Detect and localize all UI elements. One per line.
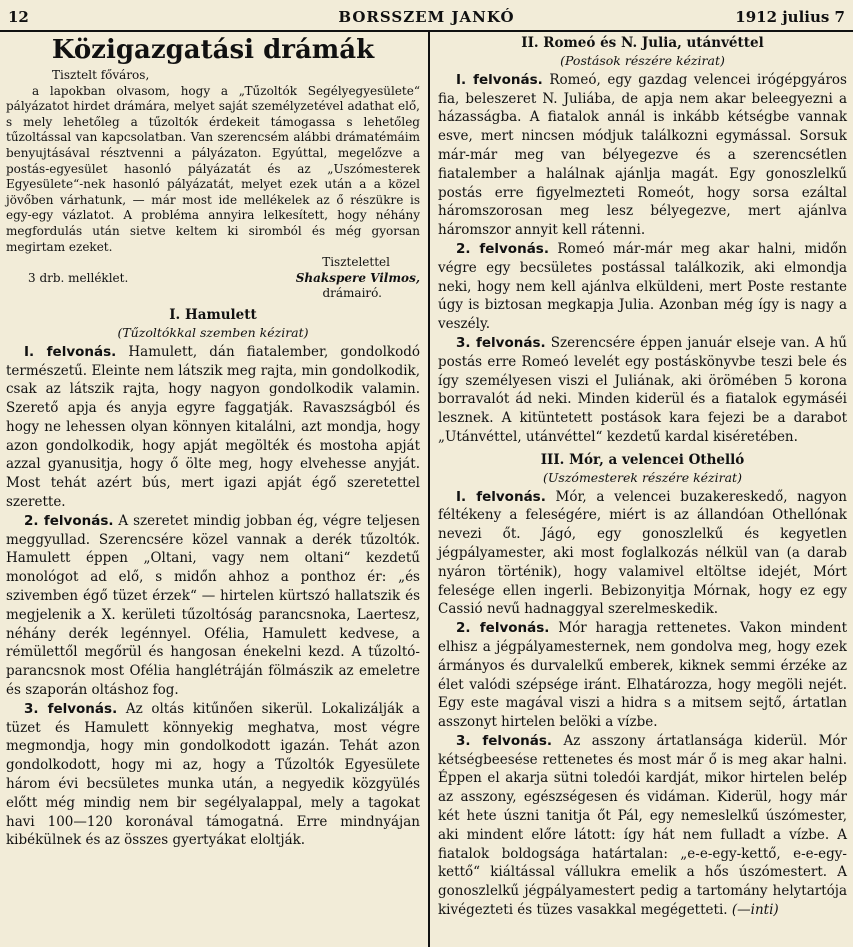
page-header <box>0 0 853 32</box>
signature-row <box>6 271 420 287</box>
intro-letter: a lapokban olvasom, hogy a „Tűzoltók Segélyegyesülete“ pályázatot hirdet drámára, melyet saját személyzetével adathat elő, s mely lehetőleg a tűzoltók érdekeit támogassa s lehetőleg tűzoltással van kapcsolatban. Van szerencsém alábbi drámatémáim benyujtásával résztvenni a pályázaton. Egyúttal, megelőzve a postás-egyesület hasonló pályázatát és az „Uszómesterek Egyesülete“-nek hasonló pályázatát, melyet ezek után a a közel jövőben várhatunk, — már most ide mellékelek az ő részükre is egy-egy vázlatot. A probléma annyira lelkesített, hogy néhány megfordulás után sietve keltem ki siromból és még gyorsan megirtam ezeket. <box>6 83 420 254</box>
act-text: Az oltás kitűnően sikerül. Lokalizálják a tüzet és Hamulett könnyekig meghatva, most végre megmondja, hogy min gondolkodott igazán. Tehát azon gondolkodott, hogy mi az, hogy a Tűzoltók Egyesülete három évi becsületes munka után, a negyedik közgyülés előtt még mindig nem bir segélyalappal, mely a tagokat havi 100—120 koronával támogatná. Erre mindnyájan kibékülnek és az összes gyertyákat eloltják. <box>6 700 420 849</box>
author-signoff: (—inti) <box>731 902 779 919</box>
article-title: Közigazgatási drámák <box>51 35 375 65</box>
act-label: 2. felvonás. <box>456 620 550 637</box>
section1-act1 <box>6 343 420 512</box>
act-label: 3. felvonás. <box>24 700 118 717</box>
act-text: Hamulett, dán fiatalember, gondolkodó természetű. Eleinte nem látszik meg rajta, min gondolkodik, csak az látszik rajta, hogy nagyon gondolkodik valamin. Szerető apja és anyja egyre faggatják. Ravaszságból és hogy ne lehessen olyan könnyen kitalálni, azt mondja, hogy azon gondolkodik, hogy apját megölték és mostoha apját azzal gyanusitja, hogy ő ölte meg, hogy elvehesse anyját. Most tehát azért bús, mert igazi apját égő szeretettel szerette. <box>6 343 420 511</box>
section3-title: III. Mór, a velencei Othelló <box>540 451 745 468</box>
right-column <box>438 34 847 920</box>
section2-title: II. Romeó és N. Julia, utánvéttel <box>521 35 764 51</box>
column-divider <box>428 32 430 947</box>
section1-act2 <box>6 512 420 700</box>
act-text: Romeó, egy gazdag velencei irógépgyáros fia, beleszeret N. Juliába, de apja nem akar beleegyezni a házasságba. A fiatalok annál is inkább kétségbe vannak esve, mert nincsen módjuk találkozni egymással. Sorsuk már-már meg van bélyegezve és a szerencsétlen fiatalember a halálnak ajánlja magát. Egy gonoszlelkű postás erre figyelmezteti Romeót, hogy sorsa ezáltal háromszorosan meg lesz bélyegezve, mert ajánlva háromszor annyit kell rátenni. <box>438 71 847 239</box>
issue-date: 1912 julius 7 <box>735 8 845 26</box>
section1-act3 <box>6 700 420 850</box>
act-label: 3. felvonás. <box>456 732 552 749</box>
act-text: Mór, a velencei buzakereskedő, nagyon féltékeny a feleségére, miért is az állandóan Othellónak nevezi őt. Jágó, egy gonoszlelkű és kegyetlen jégpályamester, aki most foglalkozás nélkül van (a darab nyáron történik), hogy valamivel eltöltse idejét, Mórt felesége ellen ingerli. Bebizonyitja Mórnak, hogy ez egy Cassió nevű hadnaggyal szerelmeskedik. <box>438 488 847 618</box>
signature-role: drámairó. <box>322 286 382 301</box>
section3-act2 <box>438 619 847 732</box>
section2-subtitle: (Postások részére kézirat) <box>560 52 725 68</box>
act-label: I. felvonás. <box>456 488 546 505</box>
act-label: I. felvonás. <box>24 343 117 360</box>
section2-act1 <box>438 71 847 240</box>
section2-act2 <box>438 240 847 334</box>
act-text: Romeó már-már meg akar halni, midőn végre egy becsületes postással találkozik, aki elmondja neki, hogy nem kell ajánlva elküldeni, mert Poste restante úgy is biztosan megkapja Julia. Azonban még így is nagy a veszély. <box>438 240 847 333</box>
signature: Shakspere Vilmos, <box>295 270 420 285</box>
page-number: 12 <box>8 8 29 26</box>
section3-act3 <box>438 732 847 920</box>
attachment-note: 3 drb. melléklet. <box>28 270 129 285</box>
closing: Tisztelettel <box>322 255 390 270</box>
act-text: Mór haragja rettenetes. Vakon mindent elhisz a jégpályamesternek, nem gondolva meg, hogy ezek ármányos és durvalelkű emberek, kiknek semmi érzéke az élet valódi szépsége iránt. Elhatározza, hogy megöli nejét. Egy este magával viszi a hidra s a mitsem sejtő, ártatlan asszonyt hirtelen belöki a vízbe. <box>438 620 847 731</box>
masthead: BORSSZEM JANKÓ <box>338 8 515 26</box>
act-label: 2. felvonás. <box>456 240 549 257</box>
left-column <box>6 34 420 850</box>
section3-subtitle: (Uszómesterek részére kézirat) <box>543 469 742 485</box>
act-label: 3. felvonás. <box>456 334 546 351</box>
section1-title: I. Hamulett <box>169 306 257 323</box>
salutation: Tisztelt főváros, <box>52 68 150 82</box>
act-text: A szeretet mindig jobban ég, végre teljesen meggyullad. Szerencsére közel vannak a derék tűzoltók. Hamulett éppen „Oltani, vagy nem oltani“ kezdetű monológot ad elő, s midőn ahhoz a ponthoz ér: „és szivemben égő tüzet érzek“ — hirtelen kürtszó hallatszik és megjelenik a X. kerületi tűzoltóság parancsnoka, Laertesz, néhány derék legénnyel. Ofélia, Hamulett kedvese, a rémülettől megőrül és hangosan énekelni kezd. A tűzoltó-parancsnok most Ofélia hanglétráján fölmászik az emeletre és szaporán oltáshoz fog. <box>6 512 420 699</box>
section1-subtitle: (Tűzoltókkal szemben kézirat) <box>117 324 309 340</box>
act-text: Az asszony ártatlansága kiderül. Mór kétségbeesése rettenetes és most már ő is meg akar halni. Éppen el akarja sütni toledói kardját, mikor hirtelen belép az asszony, egészségesen és vidáman. Kiderül, hogy már két hete úszni tanitja őt Pál, egy nemeslelkű úszómester, aki mindent előre látott: így hát nem fulladt a vízbe. A fiatalok boldogsága határtalan: „e-e-egy-kettő, e-e-egy-kettő“ kiáltással vállukra emelik a hős úszómestert. A gonoszlelkű jégpályamestert pedig a tartomány helytartója kivégezteti és tüzes vasakkal megégetteti. <box>438 732 847 919</box>
section3-act1 <box>438 488 847 620</box>
act-text: Szerencsére éppen január elseje van. A hű postás erre Romeó levelét egy postáskönyvbe teszi bele és így személyesen viszi el Juliának, aki örömében 5 korona borravalót ád neki. Minden kiderül és a fiatalok egymáséi lesznek. A kitüntetett postások kara fejezi be a darabot „Utánvéttel, utánvéttel“ kezdetű kardal kiséretében. <box>438 334 847 445</box>
act-label: I. felvonás. <box>456 71 543 88</box>
section2-act3 <box>438 334 847 447</box>
act-label: 2. felvonás. <box>24 512 114 529</box>
